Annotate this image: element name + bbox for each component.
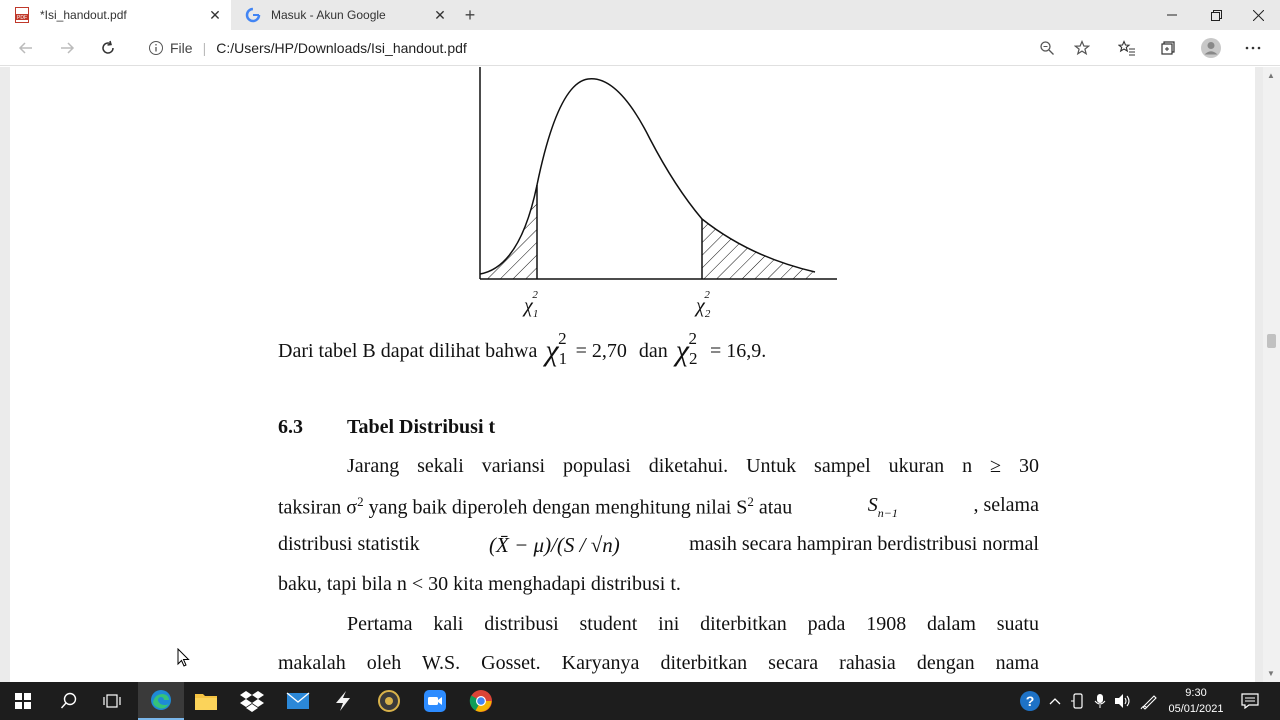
new-tab-button[interactable]: + [464,4,476,25]
favorites-list-icon[interactable] [1117,38,1137,58]
clock-time: 9:30 [1185,687,1207,699]
scroll-down-icon[interactable]: ▼ [1267,669,1275,678]
tab-bar [0,0,1280,30]
svg-text:PDF: PDF [17,15,27,21]
start-button[interactable] [0,682,46,720]
pdf-page [10,67,1255,682]
paragraph-line: baku, tapi bila n < 30 kita menghadapi distribusi t. [278,573,681,595]
task-view-icon[interactable] [90,682,136,720]
help-icon[interactable] [1018,682,1042,720]
clock-date: 05/01/2021 [1168,703,1224,715]
paragraph-line: makalah oleh W.S. Gosset. Karyanya diterbitkan secara rahasia dengan nama [278,652,1039,674]
address-bar[interactable] [136,34,1102,62]
collections-icon[interactable] [1158,38,1178,58]
microphone-icon[interactable] [1090,682,1110,720]
statistic-formula: (X̄ − μ)/(S / √n) [489,533,620,557]
close-tab-icon[interactable]: ✕ [209,6,221,23]
dropbox-icon[interactable] [229,682,275,720]
pdf-viewer [0,67,1280,682]
svg-text:?: ? [1025,693,1035,709]
profile-avatar-icon[interactable] [1199,36,1223,60]
chrome-icon[interactable] [458,682,504,720]
pen-ink-icon[interactable] [1138,682,1160,720]
more-menu-icon[interactable] [1243,38,1263,58]
tab-title: *Isi_handout.pdf [40,8,127,22]
scrollbar-thumb[interactable] [1267,334,1276,348]
windows-taskbar [0,682,1280,720]
device-icon[interactable] [1068,682,1088,720]
address-toolbar [0,30,1280,66]
pdf-icon [14,7,30,23]
mail-icon[interactable] [275,682,321,720]
zoom-app-icon[interactable] [412,682,458,720]
url-text[interactable]: C:/Users/HP/Downloads/Isi_handout.pdf [216,40,467,56]
minimize-button[interactable] [1150,0,1194,30]
refresh-button[interactable] [96,36,120,60]
left-tail-region [480,185,537,279]
chi2-label: $\chi_2^2$ [696,289,711,320]
edge-browser-icon[interactable] [138,682,184,720]
close-window-button[interactable] [1236,0,1280,30]
tab-title: Masuk - Akun Google [271,8,386,22]
chevron-up-icon[interactable] [1046,682,1064,720]
favorite-star-icon[interactable] [1072,38,1092,58]
system-clock[interactable] [1160,685,1232,717]
forward-button[interactable] [55,36,79,60]
paragraph-line: taksiran $\sigma^2$ yang baik diperoleh dengan menghitung nilai $S^2$ atau $S_{n-1}$ , selama [278,494,1039,520]
google-icon [245,7,261,23]
notifications-icon[interactable] [1238,682,1262,720]
file-scheme-label: File [170,40,193,56]
paragraph-line: distribusi statistik (X̄ − μ)/(S / √n) masih secara hampiran berdistribusi normal [278,533,1039,557]
info-icon[interactable] [148,40,164,56]
chi-values-sentence: Dari tabel B dapat dilihat bahwa χ 1 2 = 2,70 dan χ 2 2 = 16,9. [278,329,767,368]
paragraph-line: Pertama kali distribusi student ini diterbitkan pada 1908 dalam suatu [347,613,1039,635]
chi-square-distribution-figure [470,67,860,327]
section-number: 6.3 [278,416,303,438]
close-tab-icon[interactable]: ✕ [434,6,446,23]
right-tail-region [702,219,815,279]
zoom-icon[interactable] [1037,38,1057,58]
volume-icon[interactable] [1112,682,1134,720]
search-icon[interactable] [46,682,92,720]
divider: | [202,40,207,56]
mouse-cursor-icon [177,648,191,668]
section-title: Tabel Distribusi t [347,416,496,438]
file-explorer-icon[interactable] [183,682,229,720]
screen-recorder-icon[interactable] [366,682,412,720]
restore-button[interactable] [1194,0,1238,30]
tab-google-account[interactable] [231,0,456,30]
back-button[interactable] [14,36,38,60]
paragraph-line: Jarang sekali variansi populasi diketahui. Untuk sampel ukuran n ≥ 30 [347,455,1039,477]
tab-isi-handout[interactable] [0,0,231,30]
chi1-label: $\chi_1^2$ [524,289,539,320]
winamp-icon[interactable] [320,682,366,720]
scroll-up-icon[interactable]: ▲ [1267,71,1275,80]
vertical-scrollbar[interactable] [1263,67,1280,682]
